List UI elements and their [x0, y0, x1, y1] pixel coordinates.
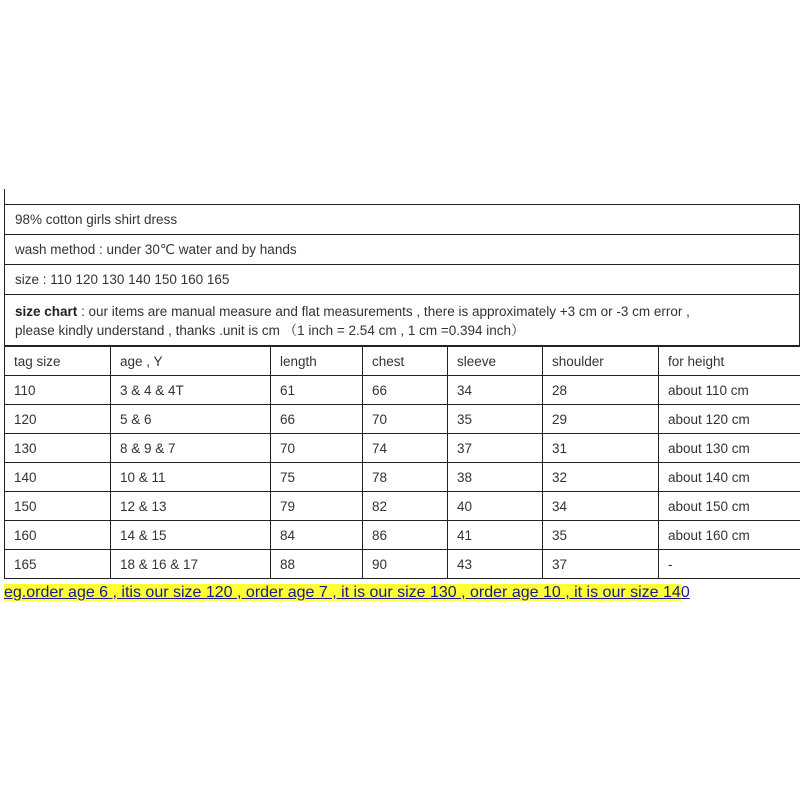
cell-length: 79 — [271, 492, 363, 521]
cell-tag-size: 130 — [5, 434, 111, 463]
cell-length: 75 — [271, 463, 363, 492]
header-tag-size: tag size — [5, 347, 111, 376]
info-row-sizes — [5, 265, 800, 295]
size-chart-note — [5, 295, 800, 346]
cell-sleeve: 41 — [448, 521, 543, 550]
table-row — [5, 550, 800, 579]
cell-length: 88 — [271, 550, 363, 579]
cell-shoulder: 37 — [543, 550, 659, 579]
cell-for-height: about 120 cm — [659, 405, 800, 434]
cell-shoulder: 29 — [543, 405, 659, 434]
header-shoulder: shoulder — [543, 347, 659, 376]
size-table-head — [5, 347, 800, 376]
cell-shoulder: 31 — [543, 434, 659, 463]
cell-chest: 66 — [363, 376, 448, 405]
cell-chest: 74 — [363, 434, 448, 463]
info-row-wash — [5, 235, 800, 265]
table-row — [5, 492, 800, 521]
table-row — [5, 521, 800, 550]
size-chart-label: size chart — [15, 304, 78, 319]
cell-for-height: about 130 cm — [659, 434, 800, 463]
header-sleeve: sleeve — [448, 347, 543, 376]
size-example-tail-text: 0 — [680, 584, 690, 601]
header-length: length — [271, 347, 363, 376]
cell-shoulder: 28 — [543, 376, 659, 405]
size-table-header-row — [5, 347, 800, 376]
cell-tag-size: 140 — [5, 463, 111, 492]
cell-shoulder: 35 — [543, 521, 659, 550]
cell-sleeve: 38 — [448, 463, 543, 492]
size-chart-note-line2: please kindly understand , thanks .unit is cm （1 inch = 2.54 cm , 1 cm =0.394 inch） — [15, 323, 525, 338]
table-row — [5, 405, 800, 434]
cell-age: 12 & 13 — [111, 492, 271, 521]
size-table — [4, 346, 800, 579]
cell-length: 66 — [271, 405, 363, 434]
cell-shoulder: 32 — [543, 463, 659, 492]
cell-tag-size: 110 — [5, 376, 111, 405]
info-row-material — [5, 205, 800, 235]
cell-chest: 86 — [363, 521, 448, 550]
cell-for-height: about 140 cm — [659, 463, 800, 492]
material-text: 98% cotton girls shirt dress — [5, 205, 800, 235]
header-for-height: for height — [659, 347, 800, 376]
size-list-text: size : 110 120 130 140 150 160 165 — [5, 265, 800, 295]
table-row — [5, 463, 800, 492]
size-table-body — [5, 376, 800, 579]
size-example-highlighted-text: eg.order age 6 , itis our size 120 , order age 7 , it is our size 130 , order age 10 , it is our size 14 — [4, 584, 681, 601]
size-example-note — [4, 583, 690, 603]
header-chest: chest — [363, 347, 448, 376]
cell-chest: 78 — [363, 463, 448, 492]
cell-sleeve: 35 — [448, 405, 543, 434]
cell-age: 3 & 4 & 4T — [111, 376, 271, 405]
cell-for-height: about 160 cm — [659, 521, 800, 550]
cell-tag-size: 150 — [5, 492, 111, 521]
cell-age: 18 & 16 & 17 — [111, 550, 271, 579]
cell-chest: 90 — [363, 550, 448, 579]
cell-length: 61 — [271, 376, 363, 405]
cell-age: 5 & 6 — [111, 405, 271, 434]
cell-length: 84 — [271, 521, 363, 550]
cell-tag-size: 120 — [5, 405, 111, 434]
header-age: age , Y — [111, 347, 271, 376]
cell-tag-size: 165 — [5, 550, 111, 579]
cell-chest: 70 — [363, 405, 448, 434]
cell-shoulder: 34 — [543, 492, 659, 521]
info-row-size-chart — [5, 295, 800, 346]
cell-for-height: about 150 cm — [659, 492, 800, 521]
product-info-table — [4, 204, 800, 346]
cell-age: 14 & 15 — [111, 521, 271, 550]
table-row — [5, 376, 800, 405]
cell-sleeve: 40 — [448, 492, 543, 521]
cell-sleeve: 34 — [448, 376, 543, 405]
table-top-stub — [4, 189, 800, 204]
size-chart-note-line1: : our items are manual measure and flat measurements , there is approximately +3 cm or -3 cm error , — [77, 304, 690, 319]
wash-method-text: wash method : under 30℃ water and by hands — [5, 235, 800, 265]
cell-age: 8 & 9 & 7 — [111, 434, 271, 463]
cell-for-height: about 110 cm — [659, 376, 800, 405]
cell-sleeve: 37 — [448, 434, 543, 463]
product-sheet — [4, 189, 800, 579]
cell-tag-size: 160 — [5, 521, 111, 550]
cell-length: 70 — [271, 434, 363, 463]
table-row — [5, 434, 800, 463]
cell-age: 10 & 11 — [111, 463, 271, 492]
cell-for-height: - — [659, 550, 800, 579]
cell-chest: 82 — [363, 492, 448, 521]
cell-sleeve: 43 — [448, 550, 543, 579]
